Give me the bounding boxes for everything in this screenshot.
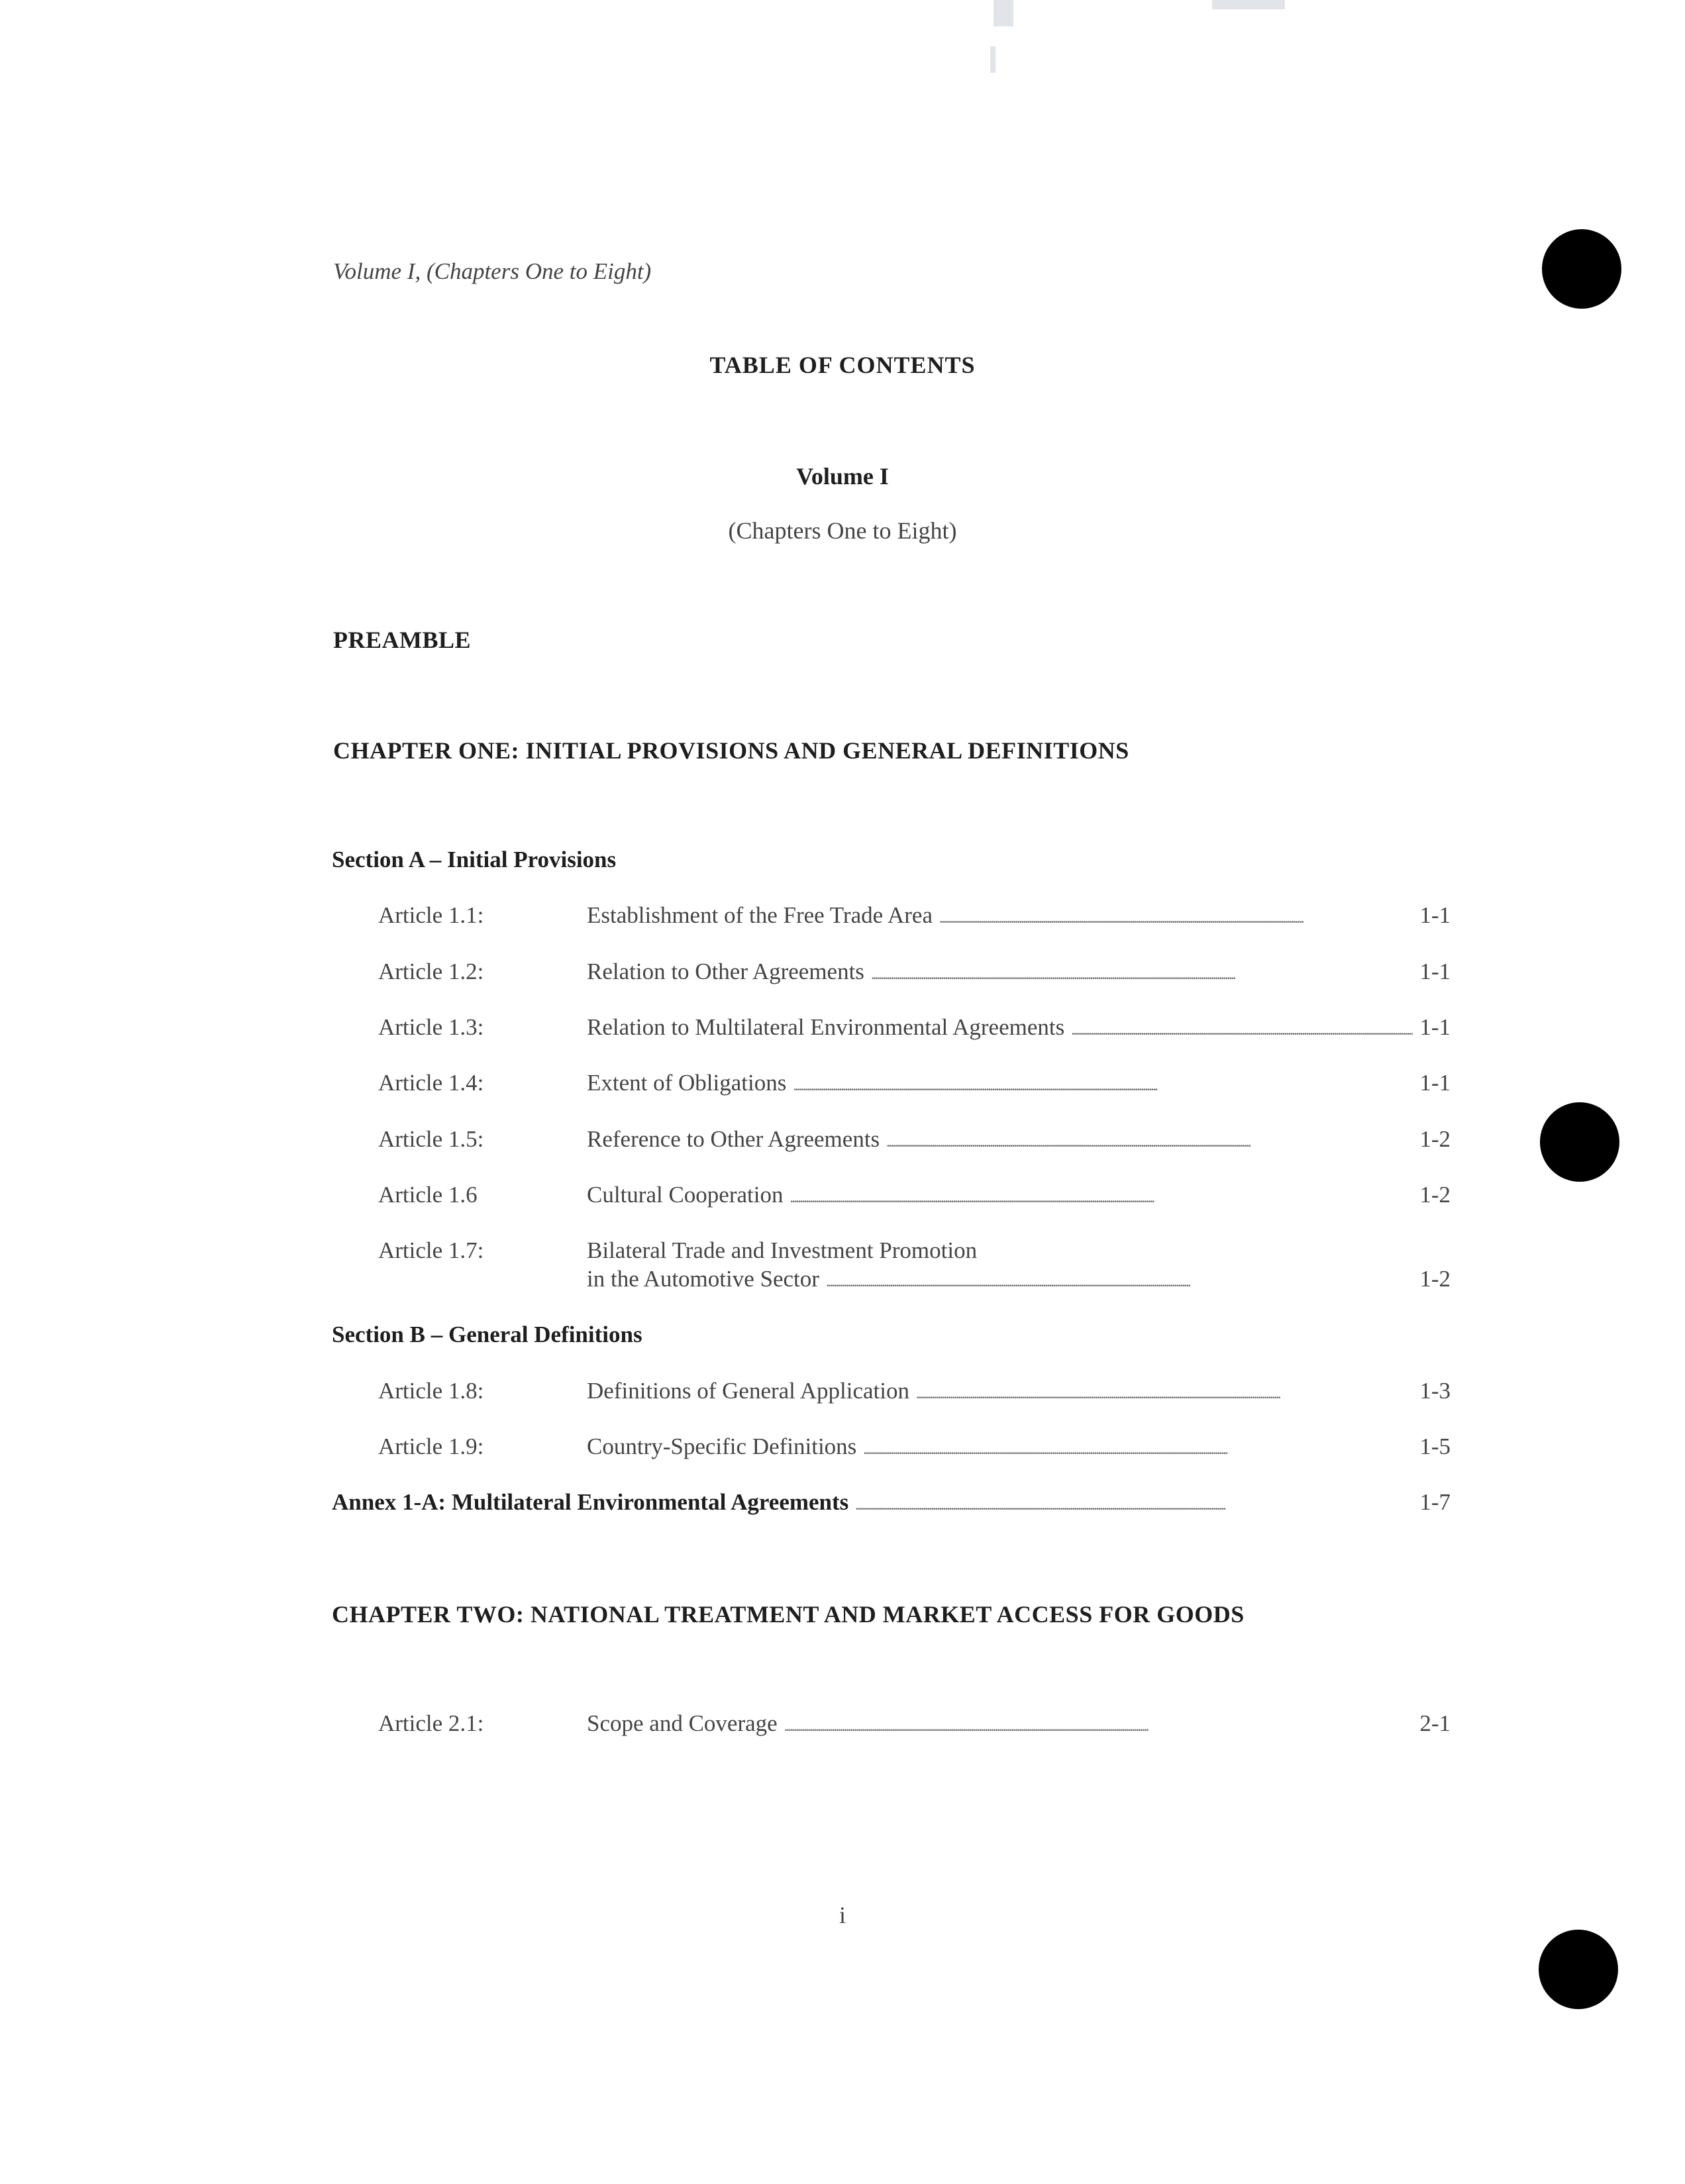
scan-mark: [994, 0, 1013, 26]
running-head: Volume I, (Chapters One to Eight): [333, 258, 652, 284]
article-label: Article 1.2:: [378, 959, 484, 984]
chapter-one-heading: CHAPTER ONE: INITIAL PROVISIONS AND GENERAL DEFINITIONS: [333, 737, 1129, 764]
article-title: Cultural Cooperation: [587, 1182, 784, 1208]
page-reference: 1-1: [1419, 1070, 1451, 1096]
toc-entry[interactable]: [587, 1182, 1451, 1208]
article-title: Country-Specific Definitions: [587, 1433, 857, 1459]
volume-subtitle: (Chapters One to Eight): [728, 517, 957, 544]
toc-entry[interactable]: [587, 1266, 1451, 1292]
article-title: Relation to Other Agreements: [587, 959, 864, 984]
toc-entry[interactable]: [587, 959, 1451, 985]
toc-entry[interactable]: [587, 1070, 1451, 1096]
scan-mark: [1212, 0, 1285, 9]
article-label: Article 1.8:: [378, 1378, 484, 1404]
annex-title: Annex 1-A: Multilateral Environmental Agreements: [332, 1489, 849, 1515]
chapter-two-heading: CHAPTER TWO: NATIONAL TREATMENT AND MARKET ACCESS FOR GOODS: [332, 1601, 1245, 1628]
dot-leader: [886, 1126, 1413, 1153]
page-reference: 1-2: [1419, 1182, 1451, 1208]
article-label: Article 1.6: [378, 1182, 478, 1208]
dot-leader: [855, 1489, 1413, 1516]
article-title: Scope and Coverage: [587, 1710, 778, 1736]
section-b-heading: Section B – General Definitions: [332, 1322, 642, 1347]
page-reference: 1-1: [1419, 959, 1451, 984]
article-label: Article 1.3:: [378, 1014, 484, 1040]
article-label: Article 1.9:: [378, 1433, 484, 1459]
toc-entry[interactable]: [587, 1126, 1451, 1153]
toc-entry[interactable]: [587, 902, 1451, 929]
section-a-heading: Section A – Initial Provisions: [332, 847, 617, 872]
article-label: Article 1.5:: [378, 1126, 484, 1152]
article-label: Article 1.4:: [378, 1070, 484, 1096]
article-title-line: Bilateral Trade and Investment Promotion: [587, 1237, 978, 1263]
dot-leader: [939, 902, 1413, 929]
dot-leader: [790, 1182, 1413, 1208]
dot-leader: [863, 1433, 1413, 1460]
article-label: Article 1.1:: [378, 902, 484, 928]
article-title: Establishment of the Free Trade Area: [587, 902, 933, 928]
binder-hole-top: [1542, 229, 1621, 309]
toc-entry-annex[interactable]: [332, 1489, 1451, 1516]
page-number: i: [839, 1902, 846, 1928]
toc-entry[interactable]: [587, 1710, 1451, 1737]
page-reference: 1-3: [1419, 1378, 1451, 1404]
binder-hole-bottom: [1539, 1930, 1618, 2009]
article-title: Relation to Multilateral Environmental Agreements: [587, 1014, 1065, 1040]
scan-mark: [990, 46, 996, 73]
dot-leader: [793, 1070, 1413, 1096]
article-title: in the Automotive Sector: [587, 1266, 819, 1292]
article-title: Reference to Other Agreements: [587, 1126, 880, 1152]
binder-hole-middle: [1540, 1102, 1619, 1182]
page-reference: 1-5: [1419, 1433, 1451, 1459]
page-reference: 1-7: [1419, 1489, 1451, 1515]
article-label: Article 2.1:: [378, 1710, 484, 1736]
dot-leader: [784, 1710, 1413, 1737]
toc-entry[interactable]: [587, 1014, 1451, 1041]
article-title: Definitions of General Application: [587, 1378, 909, 1404]
page-reference: 2-1: [1419, 1710, 1451, 1736]
article-label: Article 1.7:: [378, 1237, 484, 1263]
toc-entry[interactable]: [587, 1433, 1451, 1460]
dot-leader: [826, 1266, 1413, 1292]
dot-leader: [871, 959, 1413, 985]
dot-leader: [1071, 1014, 1413, 1041]
toc-entry[interactable]: [587, 1378, 1451, 1404]
page-reference: 1-1: [1419, 1014, 1451, 1040]
toc-title: TABLE OF CONTENTS: [709, 352, 976, 378]
dot-leader: [916, 1378, 1413, 1404]
volume-title: Volume I: [796, 463, 889, 490]
page-reference: 1-2: [1419, 1126, 1451, 1152]
page-reference: 1-2: [1419, 1266, 1451, 1292]
preamble-heading: PREAMBLE: [333, 627, 472, 653]
article-title: Extent of Obligations: [587, 1070, 787, 1096]
page-reference: 1-1: [1419, 902, 1451, 928]
